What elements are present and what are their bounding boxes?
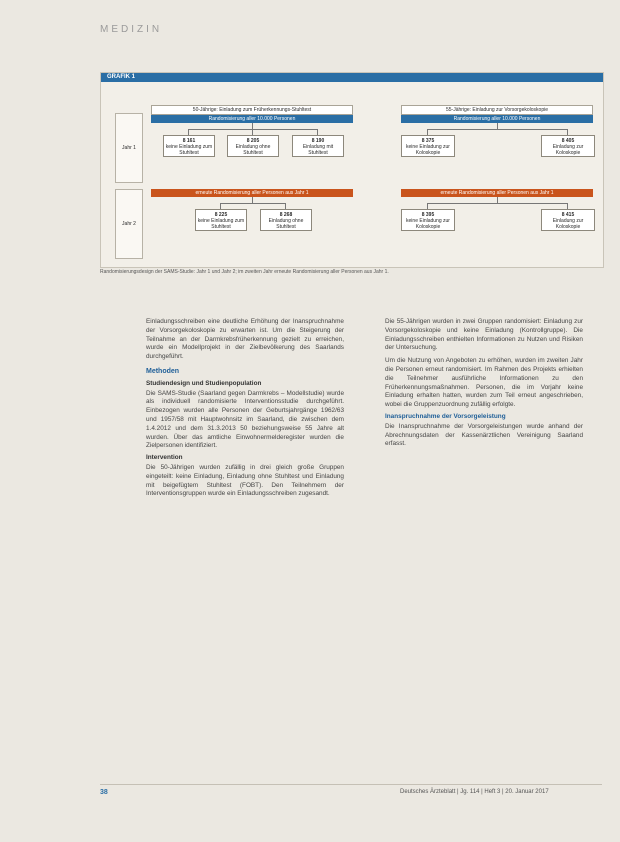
section-label: MEDIZIN bbox=[100, 24, 163, 35]
intervention-heading: Intervention bbox=[146, 454, 183, 462]
node-y1-left-1: 8 161 keine Einladung zum Stuhltest bbox=[163, 135, 215, 157]
node-y2-right-2: 8 415 Einladung zur Koloskopie bbox=[541, 209, 595, 231]
year1-label: Jahr 1 bbox=[122, 145, 136, 151]
figure-label: GRAFIK 1 bbox=[101, 73, 603, 82]
node-y2-right-1: 8 395 keine Einladung zur Koloskopie bbox=[401, 209, 455, 231]
methods-heading: Methoden bbox=[146, 367, 180, 375]
intervention-paragraph: Die 50-Jährigen wurden zufällig in drei gleich große Gruppen eingeteilt: keine Einladung, Einladung ohne Stuhltest und Einladung mit beigefügtem Stuhltest (FOBT). Den Teilnehmern der Interventionsgruppen wurde ein Einladungsschreiben zugesandt. bbox=[146, 463, 344, 498]
figure-flowchart bbox=[100, 72, 604, 268]
text-column-left bbox=[146, 318, 344, 499]
footer-divider bbox=[100, 784, 602, 785]
node-y2-left-1: 8 225 keine Einladung zum Stuhltest bbox=[195, 209, 247, 231]
journal-citation: Deutsches Ärzteblatt | Jg. 114 | Heft 3 | 20. Januar 2017 bbox=[400, 789, 549, 795]
page-number: 38 bbox=[100, 789, 108, 796]
left-rerandomization: erneute Randomisierung aller Personen aus Jahr 1 bbox=[151, 189, 353, 197]
right-paragraph-1: Die 55-Jährigen wurden in zwei Gruppen randomisiert: Einladung zur Vorsorgekoloskopie und keine Einladung (Kontrollgruppe). Die Einladungsschreiben enthielten Informationen zu Nutzen und Risiken der Untersuchung. bbox=[385, 318, 583, 352]
intro-paragraph: Einladungsschreiben eine deutliche Erhöhung der Inanspruchnahme der Vorsorgekoloskopie zu erwarten ist. Um die Steigerung der Teilnahme an der Darmkrebsfrüherkennung gezielt zu erreichen, wurde ein Modellprojekt in der Zielbevölkerung des Saarlands durchgeführt. bbox=[146, 318, 344, 361]
node-y1-left-3: 8 190 Einladung mit Stuhltest bbox=[292, 135, 344, 157]
node-y1-left-2: 8 205 Einladung ohne Stuhltest bbox=[227, 135, 279, 157]
node-y1-right-2: 8 405 Einladung zur Koloskopie bbox=[541, 135, 595, 157]
right-paragraph-2: Um die Nutzung von Angeboten zu erhöhen, wurden im zweiten Jahr die Personen erneut randomisiert. Im Rahmen des Projekts erhielten die Teilnehmer ausführliche Informationen zu den Früherkennungsmaßnahmen. Personen, die im Vorjahr keine Einladung erhalten hatten, wurden zum Teil erneut angeschrieben, wobei die Gruppenzuordnung zufällig erfolgte. bbox=[385, 357, 583, 409]
left-randomization: Randomisierung aller 10.000 Personen bbox=[151, 115, 353, 123]
uptake-paragraph: Die Inanspruchnahme der Vorsorgeleistungen wurde anhand der Abrechnungsdaten der Kassenärztlichen Vereinigung Saarland erfasst. bbox=[385, 422, 583, 448]
year2-label: Jahr 2 bbox=[122, 221, 136, 227]
left-title: 50-Jährige: Einladung zum Früherkennungs-Stuhltest bbox=[151, 105, 353, 115]
right-title: 55-Jährige: Einladung zur Vorsorgekoloskopie bbox=[401, 105, 593, 115]
design-paragraph: Die SAMS-Studie (Saarland gegen Darmkrebs – Modellstudie) wurde als individuell randomisierte Interventionsstudie durchgeführt. Einbezogen wurden alle Personen der Geburtsjahrgänge 1962/63 und 1957/58 mit Hauptwohnsitz im Saarland, die zwischen dem 1.4.2012 und dem 31.3.2013 50 beziehungsweise 55 Jahre alt wurden. Über das amtliche Einwohnermelderegister wurden die Zielpersonen identifiziert. bbox=[146, 389, 344, 450]
text-column-right bbox=[385, 318, 583, 449]
uptake-heading: Inanspruchnahme der Vorsorgeleistung bbox=[385, 412, 506, 420]
node-y1-right-1: 8 375 keine Einladung zur Koloskopie bbox=[401, 135, 455, 157]
right-rerandomization: erneute Randomisierung aller Personen aus Jahr 1 bbox=[401, 189, 593, 197]
right-randomization: Randomisierung aller 10.000 Personen bbox=[401, 115, 593, 123]
year1-box bbox=[115, 113, 143, 183]
node-y2-left-2: 8 268 Einladung ohne Stuhltest bbox=[260, 209, 312, 231]
year2-box bbox=[115, 189, 143, 259]
design-heading: Studiendesign und Studienpopulation bbox=[146, 379, 262, 387]
figure-caption: Randomisierungsdesign der SAMS-Studie: Jahr 1 und Jahr 2; im zweiten Jahr erneute Randomisierung aller Personen aus Jahr 1. bbox=[100, 269, 389, 275]
